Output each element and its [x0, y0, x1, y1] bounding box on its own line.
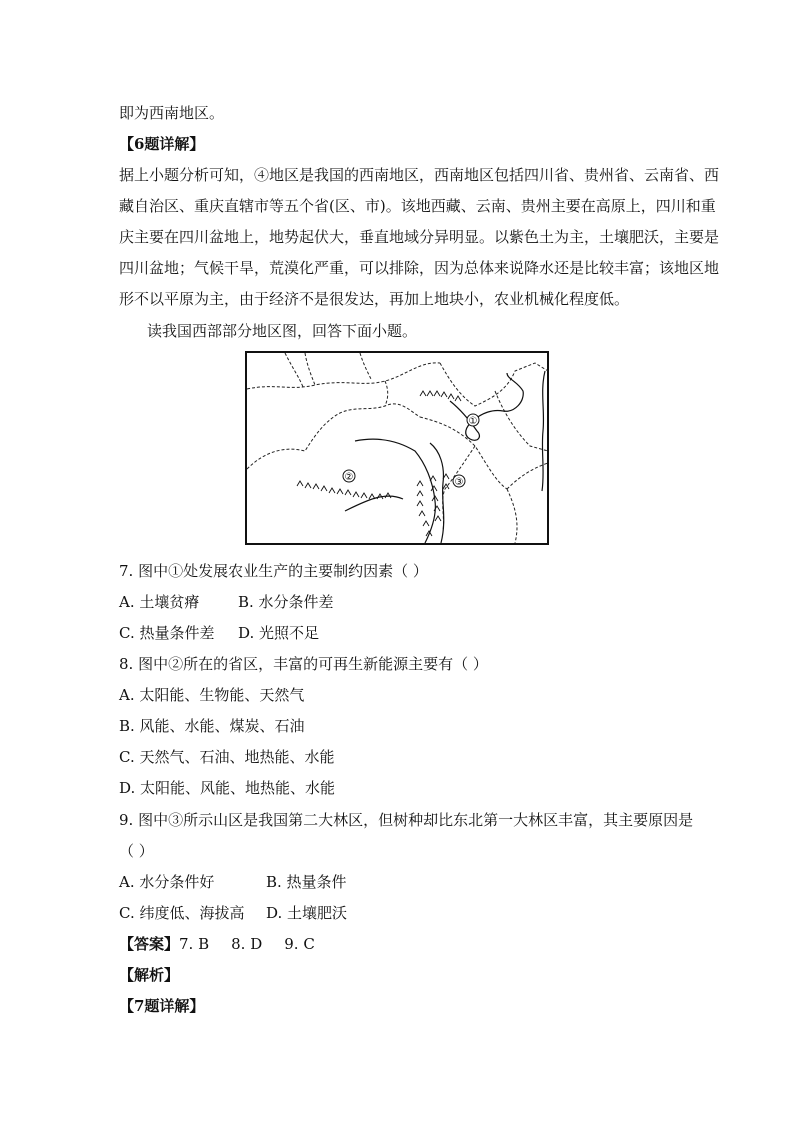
answer-row — [119, 934, 315, 954]
question-7-option-a: A. 土壤贫瘠 — [119, 593, 200, 611]
question-9-stem: 9. 图中③所示山区是我国第二大林区，但树种却比东北第一大林区丰富，其主要原因是 — [119, 811, 694, 829]
text-line: 四川盆地；气候干旱，荒漠化严重，可以排除，因为总体来说降水还是比较丰富；该地区地 — [119, 259, 720, 277]
question-9-option-c: C. 纬度低、海拔高 — [119, 904, 245, 922]
analysis-heading: 【解析】 — [119, 966, 180, 984]
text-line: 据上小题分析可知，④地区是我国的西南地区，西南地区包括四川省、贵州省、云南省、西 — [119, 166, 720, 184]
question-8-option-c: C. 天然气、石油、地热能、水能 — [119, 748, 335, 766]
question-9-paren: （ ） — [119, 842, 154, 860]
question-7-option-c: C. 热量条件差 — [119, 624, 215, 642]
answer-7: 7. B — [179, 935, 210, 953]
text-line: 藏自治区、重庆直辖市等五个省(区、市)。该地西藏、云南、贵州主要在高原上，四川和重 — [119, 197, 716, 215]
section-heading-7: 【7题详解】 — [119, 997, 205, 1015]
intro-text: 读我国西部部分地区图，回答下面小题。 — [147, 322, 418, 340]
question-8-option-d: D. 太阳能、风能、地热能、水能 — [119, 779, 336, 797]
answer-label: 【答案】 — [119, 935, 180, 953]
section-heading-6: 【6题详解】 — [119, 135, 205, 153]
question-7-stem: 7. 图中①处发展农业生产的主要制约因素（ ） — [119, 562, 428, 580]
question-8-stem: 8. 图中②所在的省区，丰富的可再生新能源主要有（ ） — [119, 655, 488, 673]
map-border — [246, 352, 548, 544]
answer-8: 8. D — [231, 935, 263, 953]
question-8-option-a: A. 太阳能、生物能、天然气 — [119, 686, 305, 704]
text-line: 即为西南地区。 — [119, 104, 225, 122]
answer-9: 9. C — [284, 935, 315, 953]
label-3: ③ — [454, 477, 464, 488]
question-8-option-b: B. 风能、水能、煤炭、石油 — [119, 717, 305, 735]
question-9-option-d: D. 土壤肥沃 — [266, 904, 348, 922]
question-9-option-a: A. 水分条件好 — [119, 873, 215, 891]
text-line: 庆主要在四川盆地上，地势起伏大，垂直地域分异明显。以紫色土为主，土壤肥沃，主要是 — [119, 228, 720, 246]
label-1: ① — [468, 416, 478, 427]
question-7-option-d: D. 光照不足 — [238, 624, 320, 642]
question-9-option-b: B. 热量条件 — [266, 873, 347, 891]
map-figure — [245, 351, 549, 545]
text-line: 形不以平原为主，由于经济不是很发达，再加上地块小，农业机械化程度低。 — [119, 290, 630, 308]
question-7-option-b: B. 水分条件差 — [238, 593, 334, 611]
label-2: ② — [344, 472, 354, 483]
